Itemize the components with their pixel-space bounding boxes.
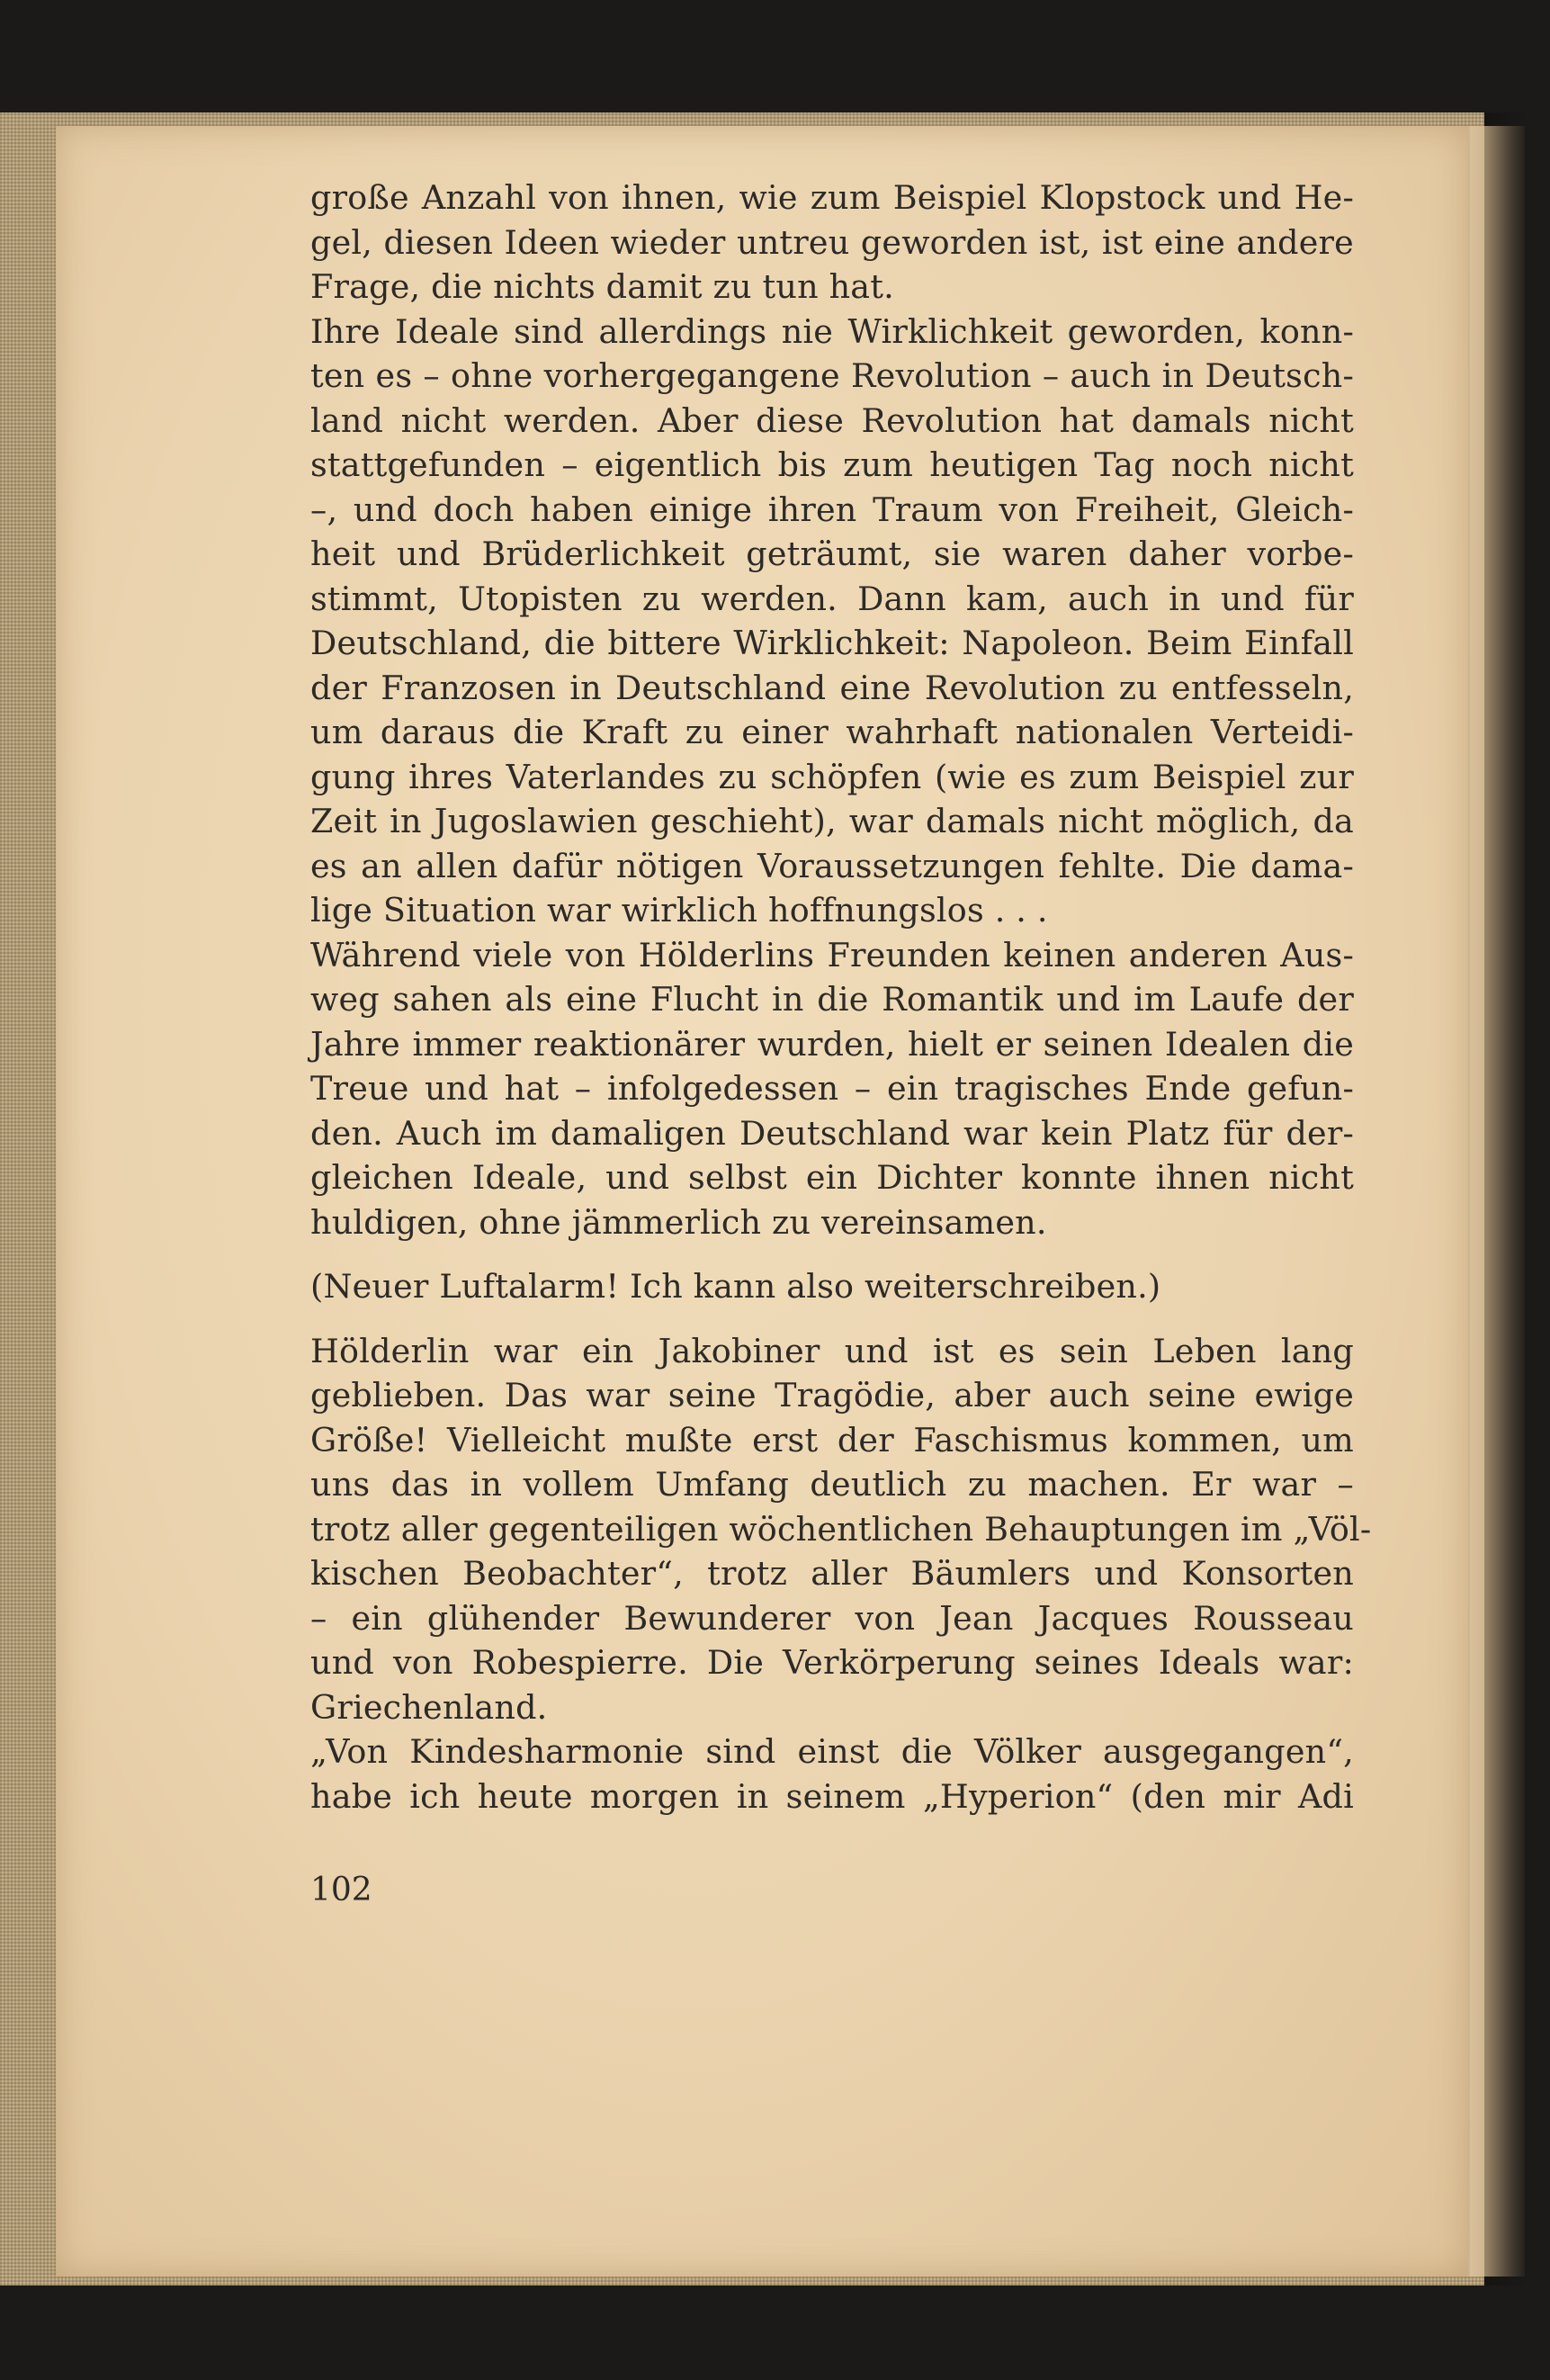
text-line: Deutschland, die bittere Wirklichkeit: Napoleon. Beim Einfall [310, 624, 1354, 662]
text-line: Ihre Ideale sind allerdings nie Wirklichkeit geworden, konn- [310, 311, 1354, 351]
text-line: kischen Beobachter“, trotz aller Bäumlers und Konsorten [310, 1554, 1354, 1593]
text-line: große Anzahl von ihnen, wie zum Beispiel Klopstock und He- [310, 178, 1354, 217]
text-line: geblieben. Das war seine Tragödie, aber auch seine ewige [310, 1376, 1354, 1415]
text-line: stimmt, Utopisten zu werden. Dann kam, auch in und für [310, 579, 1354, 618]
text-line: gleichen Ideale, und selbst ein Dichter konnte ihnen nicht [310, 1158, 1354, 1197]
binding-shadow [1484, 112, 1550, 2286]
text-line: den. Auch im damaligen Deutschland war kein Platz für der- [310, 1113, 1354, 1153]
text-line: heit und Brüderlichkeit geträumt, sie waren daher vorbe- [310, 534, 1354, 573]
text-line: habe ich heute morgen in seinem „Hyperion“ (den mir Adi [310, 1776, 1354, 1816]
text-line: uns das in vollem Umfang deutlich zu machen. Er war – [310, 1465, 1354, 1504]
text-line: gel, diesen Ideen wieder untreu geworden ist, ist eine andere [310, 222, 1354, 262]
text-line: und von Robespierre. Die Verkörperung seines Ideals war: [310, 1643, 1354, 1682]
text-line: trotz aller gegenteiligen wöchentlichen Behauptungen im „Völ- [310, 1509, 1372, 1549]
text-line: „Von Kindesharmonie sind einst die Völker ausgegangen“, [310, 1732, 1354, 1771]
text-line: gung ihres Vaterlandes zu schöpfen (wie es zum Beispiel zur [310, 757, 1354, 796]
text-line: stattgefunden – eigentlich bis zum heutigen Tag noch nicht [310, 445, 1354, 484]
text-line: (Neuer Luftalarm! Ich kann also weiterschreiben.) [310, 1267, 1161, 1306]
text-line: Während viele von Hölderlins Freunden keinen anderen Aus- [310, 935, 1354, 974]
page-text [310, 175, 1372, 1819]
text-line: Hölderlin war ein Jakobiner und ist es sein Leben lang [310, 1331, 1354, 1370]
page-number: 102 [310, 1872, 372, 1908]
text-line: es an allen dafür nötigen Voraussetzungen fehlte. Die dama- [310, 846, 1354, 885]
text-line: Treue und hat – infolgedessen – ein tragisches Ende gefun- [310, 1069, 1354, 1108]
text-line: der Franzosen in Deutschland eine Revolution zu entfesseln, [310, 668, 1354, 707]
text-line: Frage, die nichts damit zu tun hat. [310, 267, 894, 306]
text-line: –, und doch haben einige ihren Traum von Freiheit, Gleich- [310, 489, 1354, 529]
text-line: weg sahen als eine Flucht in die Romantik und im Laufe der [310, 980, 1354, 1019]
text-line: ten es – ohne vorhergegangene Revolution – auch in Deutsch- [310, 356, 1354, 395]
text-line: land nicht werden. Aber diese Revolution hat damals nicht [310, 400, 1354, 440]
text-line: Griechenland. [310, 1687, 548, 1727]
text-line: – ein glühender Bewunderer von Jean Jacques Rousseau [310, 1598, 1354, 1638]
text-line: Zeit in Jugoslawien geschieht), war damals nicht möglich, da [310, 802, 1354, 840]
text-line: lige Situation war wirklich hoffnungslos . . . [310, 891, 1048, 930]
text-line: Jahre immer reaktionärer wurden, hielt er seinen Idealen die [310, 1024, 1354, 1064]
text-line: um daraus die Kraft zu einer wahrhaft nationalen Verteidi- [310, 713, 1354, 751]
text-line: huldigen, ohne jämmerlich zu vereinsamen. [310, 1202, 1047, 1242]
text-line: Größe! Vielleicht mußte erst der Faschismus kommen, um [310, 1420, 1354, 1459]
